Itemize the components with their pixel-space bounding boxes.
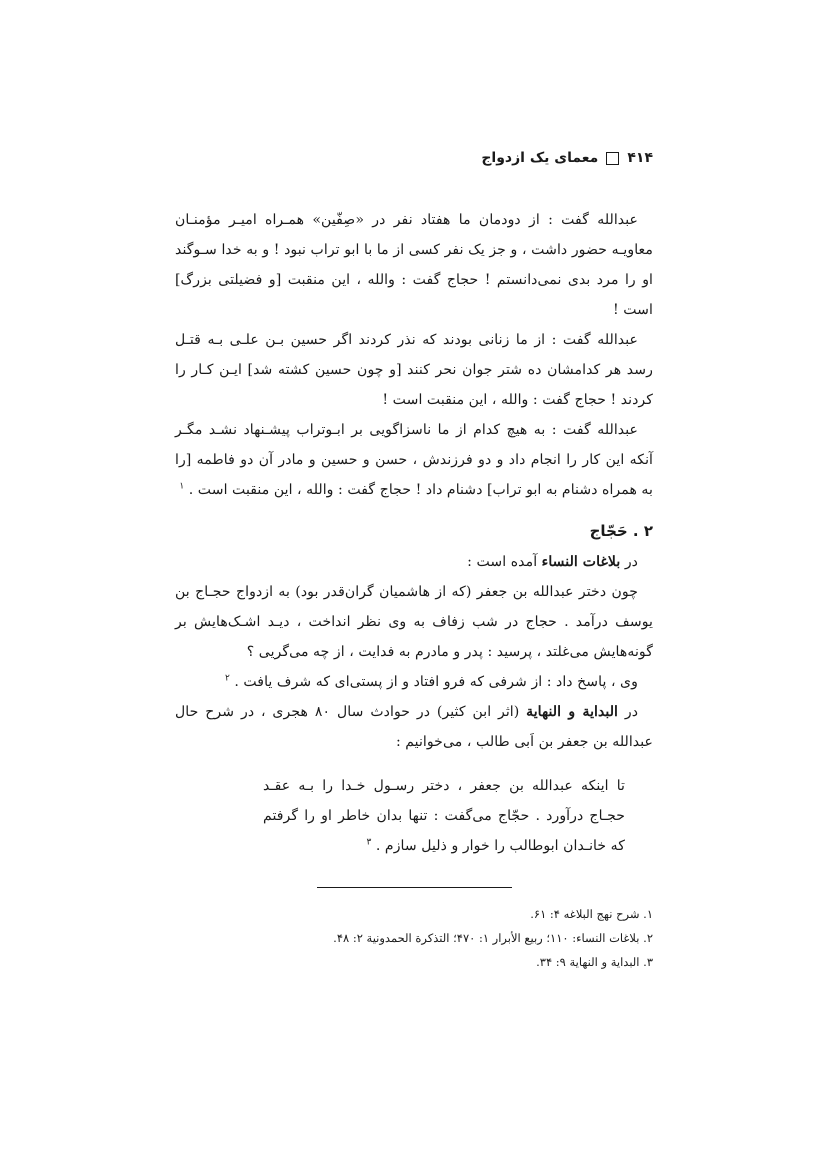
paragraph-4: چون دختر عبدالله بن جعفر (که از هاشمیان گران‌قدر بود) به ازدواج حجـاج بن یوسف درآمد . حجاج در شب زفاف به وی نظر انداخت ، دیـد اشـک‌هایش بر گونه‌هایش می‌غلتد ، پرسید : پدر و مادرم به فدایت ، از چه می‌گریی ؟ (175, 584, 653, 660)
bidaya-suffix: (اثر ابن کثیر) در حوادث سال ۸۰ هجری ، در شرح حال عبدالله بن جعفر بن اَبی طالب ، می‌خوانیم : (175, 704, 653, 750)
bidaya-prefix: در (624, 704, 639, 720)
intro-suffix: آمده است : (467, 554, 538, 570)
paragraph-2: عبدالله گفت : از ما زنانی بودند که نذر کردند اگر حسین بـن علـی بـه قتـل رسد هر کدامشان ده شتر جوان نحر کنند [و چون حسین کشته شد] ایـن کـار را کردند ! حجاج گفت : والله ، این منقبت است ! (175, 332, 653, 408)
paragraph-1: عبدالله گفت : از دودمان ما هفتاد نفر در «صِفّین» همـراه امیـر مؤمنـان معاویـه حضور داشت ، و جز یک نفر کسی از ما با ابو تراب نبود ! و به خدا سـوگند او را مرد بدی نمی‌دانستم ! حجاج گفت : والله ، این منقبت [و فضیلتی بزرگ] است ! (175, 212, 653, 318)
intro-line (175, 547, 653, 577)
running-header (175, 145, 653, 171)
paragraph-3-text: عبدالله گفت : به هیچ کدام از ما ناسزاگویی بر ابـوتراب پیشـنهاد نشـد مگـر آنکه این کار را انجام داد و دو فرزندش ، حسن و حسین و مادر آن دو فاطمه [را به همراه دشنام به ابو تراب] دشنام داد ! حجاج گفت : والله ، این منقبت است . (175, 422, 653, 498)
footnote-ref-3: ۳ (366, 837, 372, 848)
page (175, 145, 653, 974)
square-ornament-icon (606, 152, 619, 165)
page-number: ۴۱۴ (627, 150, 653, 166)
footnote-divider (317, 887, 512, 888)
footnote-ref-2: ۲ (225, 673, 230, 684)
footnotes (175, 902, 653, 974)
source-name: بلاغات النساء (541, 554, 621, 570)
paragraph-5 (175, 667, 653, 697)
paragraph-3 (175, 415, 653, 505)
footnote-2: ۲. بلاغات النساء: ۱۱۰؛ ربیع الأبرار ۱: ۴۷۰؛ التذکرة الحمدونیة ۲: ۴۸. (333, 931, 653, 946)
bidaya-paragraph (175, 697, 653, 757)
main-text (175, 205, 653, 974)
section-heading: ۲ . حَجّاج (589, 522, 653, 540)
bidaya-source-name: البدایة و النهایة (526, 704, 618, 720)
quote-text: تا اینکه عبدالله بن جعفر ، دختر رسـول خـدا را بـه عقـد حجـاج درآورد . حجّاج می‌گفت : تنها بدان خاطر او را گرفتم که خانـدان ابوطالب را خوار و ذلیل سازم . (263, 778, 625, 855)
intro-prefix: در (624, 554, 638, 570)
block-quote (263, 771, 625, 861)
footnote-3: ۳. البدایة و النهایة ۹: ۳۴. (536, 955, 653, 970)
running-title: معمای یک ازدواج (481, 150, 599, 166)
footnote-ref-1: ۱ (179, 481, 185, 492)
paragraph-5-text: وی ، پاسخ داد : از شرفی که فرو افتاد و از پستی‌ای که شرف یافت . (234, 674, 638, 690)
footnote-1: ۱. شرح نهج البلاغه ۴: ۶۱. (530, 907, 653, 922)
